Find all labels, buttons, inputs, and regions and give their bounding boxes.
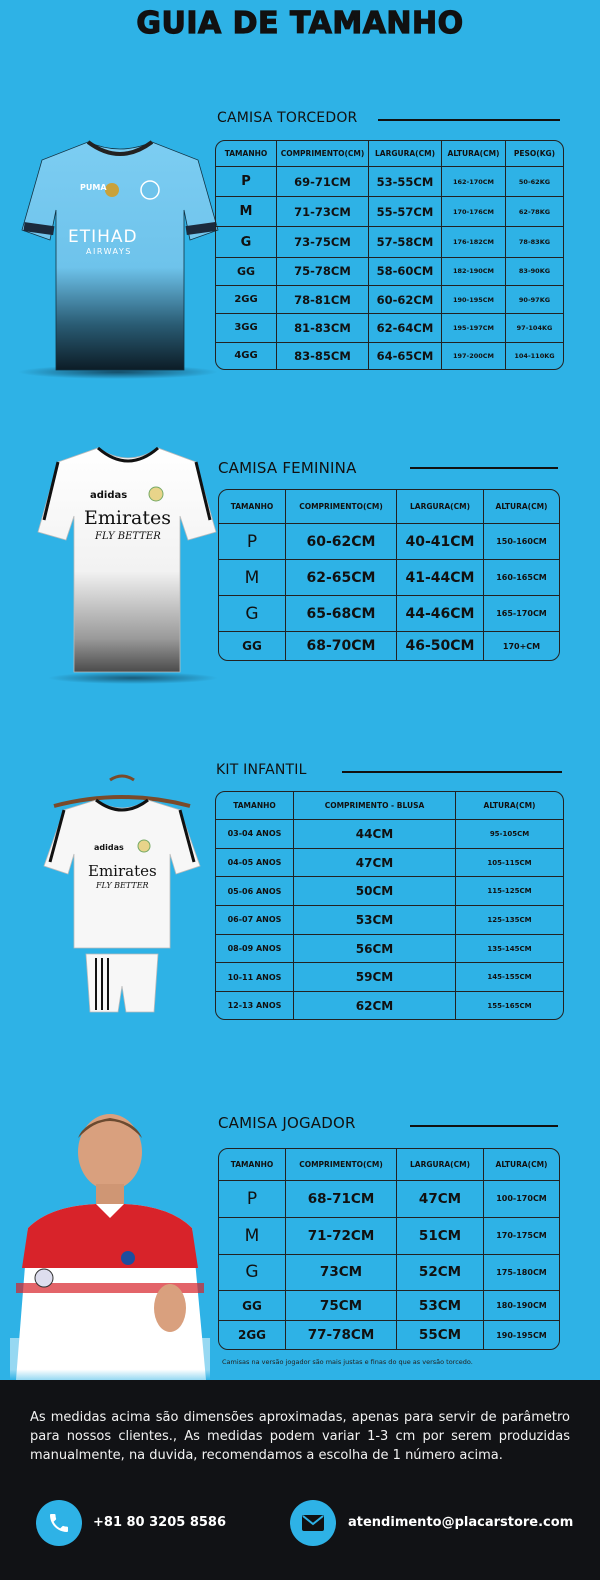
section-rule bbox=[342, 771, 562, 773]
age-cell: 06-07 ANOS bbox=[216, 906, 294, 935]
table-row bbox=[216, 197, 563, 227]
footer bbox=[0, 1380, 600, 1580]
length-cell: 47CM bbox=[294, 849, 456, 878]
width-cell: 46-50CM bbox=[397, 632, 484, 660]
player-image bbox=[10, 1108, 210, 1380]
weight-cell: 62-78KG bbox=[506, 197, 563, 227]
height-cell: 115-125CM bbox=[456, 877, 563, 906]
length-cell: 69-71CM bbox=[277, 167, 369, 197]
age-cell: 10-11 ANOS bbox=[216, 963, 294, 992]
height-cell: 162-170CM bbox=[442, 167, 506, 197]
size-cell: GG bbox=[219, 1291, 286, 1321]
length-cell: 65-68CM bbox=[286, 596, 397, 632]
length-cell: 44CM bbox=[294, 820, 456, 849]
length-cell: 62-65CM bbox=[286, 560, 397, 596]
length-cell: 62CM bbox=[294, 992, 456, 1019]
height-cell: 105-115CM bbox=[456, 849, 563, 878]
width-cell: 55-57CM bbox=[369, 197, 442, 227]
height-cell: 160-165CM bbox=[484, 560, 559, 596]
weight-cell: 83-90KG bbox=[506, 258, 563, 286]
size-cell: G bbox=[219, 596, 286, 632]
jersey-feminina-sponsor: Emirates bbox=[84, 507, 172, 529]
size-cell: GG bbox=[219, 632, 286, 660]
height-cell: 95-105CM bbox=[456, 820, 563, 849]
length-cell: 75CM bbox=[286, 1291, 397, 1321]
header-cell: TAMANHO bbox=[216, 792, 294, 820]
height-cell: 100-170CM bbox=[484, 1181, 559, 1218]
section-title-infantil: KIT INFANTIL bbox=[216, 762, 307, 778]
kit-infantil-sponsor-sub: FLY BETTER bbox=[96, 881, 149, 890]
size-cell: GG bbox=[216, 258, 277, 286]
length-cell: 73-75CM bbox=[277, 227, 369, 257]
size-cell: 2GG bbox=[219, 1321, 286, 1349]
size-table-jogador bbox=[218, 1148, 560, 1350]
weight-cell: 78-83KG bbox=[506, 227, 563, 257]
length-cell: 60-62CM bbox=[286, 524, 397, 560]
width-cell: 53-55CM bbox=[369, 167, 442, 197]
width-cell: 55CM bbox=[397, 1321, 484, 1349]
table-row bbox=[219, 596, 559, 632]
weight-cell: 90-97KG bbox=[506, 286, 563, 314]
header-cell: LARGURA(CM) bbox=[397, 1149, 484, 1181]
header-cell: ALTURA(CM) bbox=[442, 141, 506, 167]
length-cell: 59CM bbox=[294, 963, 456, 992]
table-row bbox=[216, 227, 563, 257]
length-cell: 68-71CM bbox=[286, 1181, 397, 1218]
footer-disclaimer: As medidas acima são dimensões aproximadas, apenas para servir de parâmetro para nossos clientes., As medidas podem variar 1-3 cm por serem produzidas manualmente, na duvida, recomendamos a escolha de 1 número acima. bbox=[30, 1410, 570, 1463]
table-row bbox=[219, 1255, 559, 1292]
size-cell: G bbox=[216, 227, 277, 257]
size-table-infantil bbox=[215, 791, 564, 1020]
length-cell: 56CM bbox=[294, 935, 456, 964]
section-rule bbox=[410, 1125, 558, 1127]
width-cell: 40-41CM bbox=[397, 524, 484, 560]
table-row bbox=[219, 1321, 559, 1349]
table-row bbox=[219, 1291, 559, 1321]
kit-infantil-image bbox=[34, 770, 209, 1015]
section-title-feminina: CAMISA FEMININA bbox=[218, 459, 357, 477]
table-row bbox=[216, 877, 563, 906]
height-cell: 180-190CM bbox=[484, 1291, 559, 1321]
table-row bbox=[216, 343, 563, 369]
header-cell: COMPRIMENTO(CM) bbox=[286, 1149, 397, 1181]
table-row bbox=[216, 167, 563, 197]
height-cell: 145-155CM bbox=[456, 963, 563, 992]
width-cell: 57-58CM bbox=[369, 227, 442, 257]
header-cell: COMPRIMENTO(CM) bbox=[277, 141, 369, 167]
width-cell: 44-46CM bbox=[397, 596, 484, 632]
table-row bbox=[219, 632, 559, 660]
email-address[interactable]: atendimento@placarstore.com bbox=[348, 1515, 574, 1530]
age-cell: 03-04 ANOS bbox=[216, 820, 294, 849]
width-cell: 53CM bbox=[397, 1291, 484, 1321]
length-cell: 68-70CM bbox=[286, 632, 397, 660]
size-table-feminina bbox=[218, 489, 560, 661]
width-cell: 64-65CM bbox=[369, 343, 442, 369]
table-row bbox=[216, 258, 563, 286]
table-row bbox=[216, 849, 563, 878]
size-cell: 4GG bbox=[216, 343, 277, 369]
width-cell: 60-62CM bbox=[369, 286, 442, 314]
age-cell: 08-09 ANOS bbox=[216, 935, 294, 964]
age-cell: 05-06 ANOS bbox=[216, 877, 294, 906]
header-cell: PESO(KG) bbox=[506, 141, 563, 167]
height-cell: 182-190CM bbox=[442, 258, 506, 286]
height-cell: 195-197CM bbox=[442, 314, 506, 342]
header-cell: TAMANHO bbox=[219, 1149, 286, 1181]
table-row bbox=[216, 906, 563, 935]
height-cell: 190-195CM bbox=[442, 286, 506, 314]
weight-cell: 97-104KG bbox=[506, 314, 563, 342]
player-fit-note: Camisas na versão jogador são mais justas e finas do que as versão torcedo. bbox=[222, 1358, 473, 1366]
width-cell: 58-60CM bbox=[369, 258, 442, 286]
table-row bbox=[219, 524, 559, 560]
section-title-jogador: CAMISA JOGADOR bbox=[218, 1114, 356, 1132]
weight-cell: 104-110KG bbox=[514, 351, 555, 360]
size-cell: M bbox=[219, 560, 286, 596]
header-cell: TAMANHO bbox=[219, 490, 286, 524]
width-cell: 52CM bbox=[397, 1255, 484, 1292]
table-row bbox=[216, 314, 563, 342]
length-cell: 81-83CM bbox=[277, 314, 369, 342]
height-cell: 170+CM bbox=[502, 641, 541, 651]
weight-cell: 50-62KG bbox=[506, 167, 563, 197]
jersey-feminina-image bbox=[28, 440, 228, 685]
phone-number[interactable]: +81 80 3205 8586 bbox=[93, 1515, 227, 1530]
size-cell: P bbox=[216, 167, 277, 197]
header-cell: TAMANHO bbox=[216, 141, 277, 167]
length-cell: 78-81CM bbox=[277, 286, 369, 314]
height-cell: 170-175CM bbox=[484, 1218, 559, 1255]
height-cell: 135-145CM bbox=[456, 935, 563, 964]
size-cell: 3GG bbox=[216, 314, 277, 342]
width-cell: 51CM bbox=[397, 1218, 484, 1255]
size-cell: G bbox=[219, 1255, 286, 1292]
length-cell: 71-72CM bbox=[286, 1218, 397, 1255]
size-cell: M bbox=[219, 1218, 286, 1255]
size-table-torcedor bbox=[215, 140, 564, 370]
size-cell: P bbox=[219, 524, 286, 560]
table-row bbox=[216, 286, 563, 314]
envelope-icon[interactable] bbox=[290, 1500, 336, 1546]
phone-icon[interactable] bbox=[36, 1500, 82, 1546]
height-cell: 150-160CM bbox=[484, 524, 559, 560]
length-cell: 50CM bbox=[294, 877, 456, 906]
width-cell: 41-44CM bbox=[397, 560, 484, 596]
length-cell: 83-85CM bbox=[277, 343, 369, 369]
svg-text:PUMA: PUMA bbox=[80, 183, 107, 192]
table-row bbox=[216, 992, 563, 1019]
jersey-feminina-sponsor-sub: FLY BETTER bbox=[95, 531, 161, 542]
section-rule bbox=[410, 467, 558, 469]
header-cell: ALTURA(CM) bbox=[484, 490, 559, 524]
length-cell: 53CM bbox=[294, 906, 456, 935]
age-cell: 12-13 ANOS bbox=[216, 992, 294, 1019]
height-cell: 197-200CM bbox=[442, 343, 506, 369]
width-cell: 47CM bbox=[397, 1181, 484, 1218]
size-cell: M bbox=[216, 197, 277, 227]
header-cell: COMPRIMENTO - BLUSA bbox=[294, 792, 456, 820]
header-cell: COMPRIMENTO(CM) bbox=[286, 490, 397, 524]
kit-infantil-sponsor: Emirates bbox=[88, 862, 157, 880]
page-title: GUIA DE TAMANHO bbox=[136, 6, 464, 41]
section-title-torcedor: CAMISA TORCEDOR bbox=[217, 110, 358, 126]
table-row bbox=[219, 1218, 559, 1255]
svg-text:adidas: adidas bbox=[90, 490, 128, 501]
age-cell: 04-05 ANOS bbox=[216, 849, 294, 878]
svg-text:adidas: adidas bbox=[94, 843, 124, 852]
length-cell: 77-78CM bbox=[286, 1321, 397, 1349]
jersey-torcedor-image bbox=[18, 130, 223, 380]
table-row bbox=[219, 560, 559, 596]
height-cell: 176-182CM bbox=[442, 227, 506, 257]
height-cell: 170-176CM bbox=[442, 197, 506, 227]
height-cell: 155-165CM bbox=[487, 1001, 532, 1010]
table-row bbox=[216, 963, 563, 992]
size-cell: P bbox=[219, 1181, 286, 1218]
header-cell: LARGURA(CM) bbox=[397, 490, 484, 524]
length-cell: 71-73CM bbox=[277, 197, 369, 227]
header-cell: ALTURA(CM) bbox=[484, 1149, 559, 1181]
length-cell: 75-78CM bbox=[277, 258, 369, 286]
jersey-torcedor-sponsor: ETIHAD bbox=[68, 227, 138, 247]
height-cell: 125-135CM bbox=[456, 906, 563, 935]
length-cell: 73CM bbox=[286, 1255, 397, 1292]
height-cell: 165-170CM bbox=[484, 596, 559, 632]
table-row bbox=[216, 820, 563, 849]
section-rule bbox=[378, 119, 560, 121]
table-row bbox=[216, 935, 563, 964]
width-cell: 62-64CM bbox=[369, 314, 442, 342]
jersey-torcedor-sponsor-sub: AIRWAYS bbox=[86, 247, 132, 256]
table-row bbox=[219, 1181, 559, 1218]
header-cell: ALTURA(CM) bbox=[456, 792, 563, 820]
header-cell: LARGURA(CM) bbox=[369, 141, 442, 167]
height-cell: 190-195CM bbox=[496, 1330, 547, 1340]
height-cell: 175-180CM bbox=[484, 1255, 559, 1292]
size-cell: 2GG bbox=[216, 286, 277, 314]
